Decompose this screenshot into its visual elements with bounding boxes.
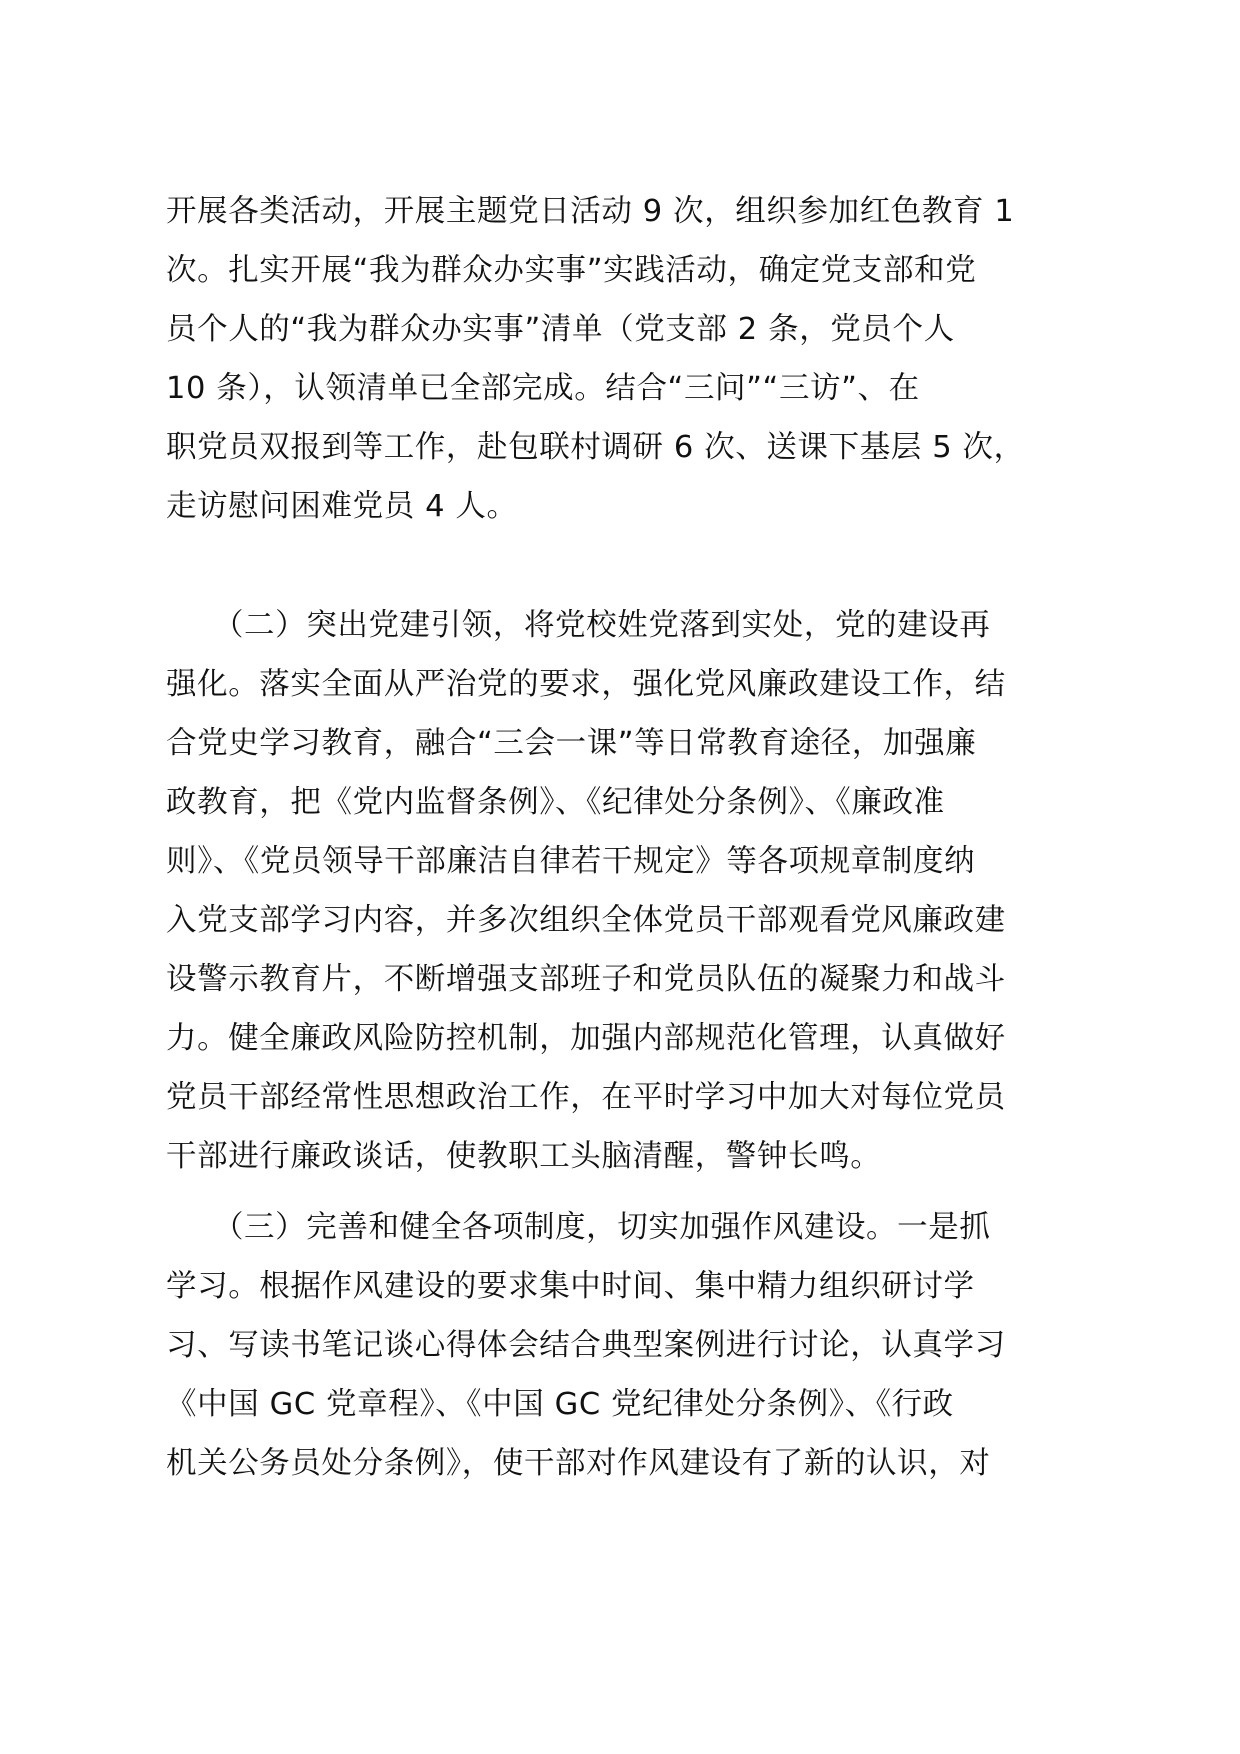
text-line: 政教育，把《党内监督条例》、《纪律处分条例》、《廉政准 <box>166 785 945 820</box>
text-line: 入党支部学习内容，并多次组织全体党员干部观看党风廉政建 <box>166 903 1006 938</box>
text-line: 干部进行廉政谈话，使教职工头脑清醒，警钟长鸣。 <box>166 1139 882 1174</box>
paragraph-party-building <box>166 596 1076 1186</box>
text-line: 10 条），认领清单已全部完成。结合“三问”“三访”、在 <box>166 371 920 406</box>
text-line: 开展各类活动，开展主题党日活动 9 次，组织参加红色教育 1 <box>166 194 1015 229</box>
text-line: 设警示教育片，不断增强支部班子和党员队伍的凝聚力和战斗 <box>166 962 1006 997</box>
text-line: 合党史学习教育，融合“三会一课”等日常教育途径，加强廉 <box>166 726 977 761</box>
text-line: 力。健全廉政风险防控机制，加强内部规范化管理，认真做好 <box>166 1021 1006 1056</box>
text-line: 强化。落实全面从严治党的要求，强化党风廉政建设工作，结 <box>166 667 1006 702</box>
text-line: （二）突出党建引领，将党校姓党落到实处，党的建设再 <box>166 608 991 643</box>
paragraph-activities <box>166 182 1076 536</box>
text-line: 党员干部经常性思想政治工作，在平时学习中加大对每位党员 <box>166 1080 1006 1115</box>
text-line: 职党员双报到等工作，赴包联村调研 6 次、送课下基层 5 次， <box>166 430 1025 465</box>
text-line: （三）完善和健全各项制度，切实加强作风建设。一是抓 <box>166 1210 991 1245</box>
text-line: 则》、《党员领导干部廉洁自律若干规定》等各项规章制度纳 <box>166 844 976 879</box>
paragraph-work-style <box>166 1198 1076 1493</box>
text-line: 次。扎实开展“我为群众办实事”实践活动，确定党支部和党 <box>166 253 977 288</box>
text-line: 《中国 GC 党章程》、《中国 GC 党纪律处分条例》、《行政 <box>166 1387 954 1422</box>
text-line: 习、写读书笔记谈心得体会结合典型案例进行讨论，认真学习 <box>166 1328 1006 1363</box>
text-line: 学习。根据作风建设的要求集中时间、集中精力组织研讨学 <box>166 1269 975 1304</box>
text-line: 走访慰问困难党员 4 人。 <box>166 489 518 524</box>
text-line: 机关公务员处分条例》，使干部对作风建设有了新的认识，对 <box>166 1446 991 1481</box>
text-line: 员个人的“我为群众办实事”清单（党支部 2 条，党员个人 <box>166 312 955 347</box>
